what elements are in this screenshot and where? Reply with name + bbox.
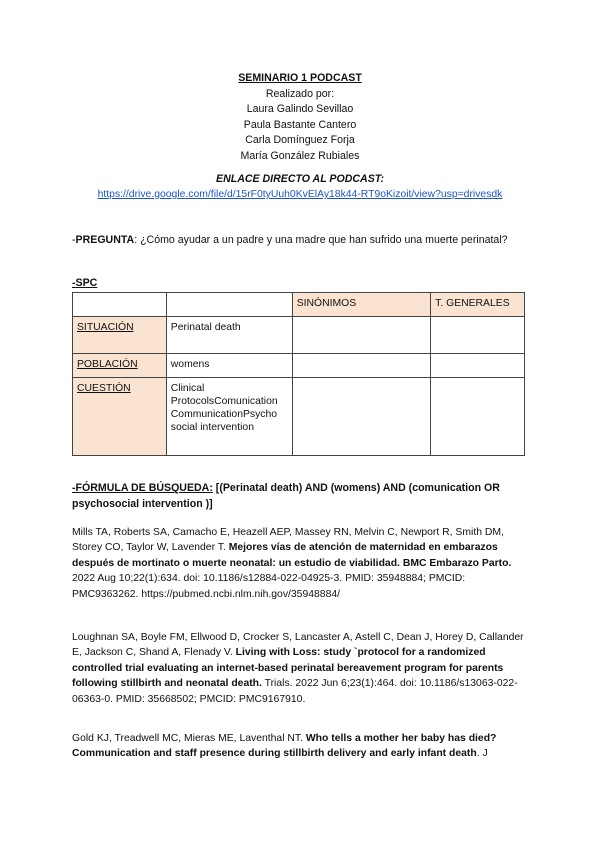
row-label-situacion: SITUACIÓN <box>73 317 167 354</box>
reference-item <box>72 731 528 762</box>
research-question <box>72 233 532 249</box>
question-label: PREGUNTA <box>75 234 135 246</box>
header-cell <box>73 293 167 317</box>
spc-table <box>72 292 525 456</box>
formula-text: [(Perinatal death) AND (womens) AND (comunication OR psychosocial intervention )] <box>72 482 500 510</box>
question-text: : ¿Cómo ayudar a un padre y una madre que han sufrido una muerte perinatal? <box>134 234 508 246</box>
question-prefix: - <box>72 234 76 246</box>
row-sinonimos <box>292 317 430 354</box>
podcast-link[interactable]: https://drive.google.com/file/d/15rF0tyUuh0KvElAy18k44-RT9oKizoit/view?usp=drivesdk <box>97 189 503 200</box>
row-generales <box>431 317 525 354</box>
reference-item <box>72 630 528 707</box>
row-sinonimos <box>292 354 430 378</box>
table-row <box>73 317 525 354</box>
reference-details: . J <box>476 748 488 760</box>
reference-authors: Mills TA, Roberts SA, Camacho E, Heazell AEP, Massey RN, Melvin C, Newport R, Smith DM, Storey CO, Taylor W, Lavender T. <box>72 527 504 554</box>
header-cell <box>166 293 292 317</box>
table-row <box>73 378 525 456</box>
formula-label: -FÓRMULA DE BÚSQUEDA: <box>72 482 213 494</box>
reference-authors: Loughnan SA, Boyle FM, Ellwood D, Crocker S, Lancaster A, Astell C, Dean J, Horey D, Callander E, Jackson C, Shand A, Flenady V. <box>72 632 524 659</box>
row-label-cuestion: CUESTIÓN <box>73 378 167 456</box>
reference-authors: Gold KJ, Treadwell MC, Mieras ME, Laventhal NT. <box>72 733 306 744</box>
reference-item <box>72 525 528 602</box>
author-name: María González Rubiales <box>240 149 360 162</box>
table-row <box>73 354 525 378</box>
author-name: Laura Galindo Sevillao <box>246 103 354 115</box>
reference-details: Trials. 2022 Jun 6;23(1):464. doi: 10.1186/s13063-022-06363-0. PMID: 35668502; PMCID: PMC9167910. <box>72 678 518 705</box>
header-cell-sinonimos: SINÓNIMOS <box>292 293 430 317</box>
author-name: Paula Bastante Cantero <box>243 118 357 131</box>
reference-title: Who tells a mother her baby has died? Communication and staff presence during stillbirth delivery and early infant death <box>72 733 497 760</box>
row-generales <box>431 354 525 378</box>
spc-heading: -SPC <box>72 277 98 289</box>
header-cell-generales: T. GENERALES <box>431 293 525 317</box>
row-value: Clinical ProtocolsComunication CommunicationPsycho social intervention <box>166 378 292 456</box>
row-label-poblacion: POBLACIÓN <box>73 354 167 378</box>
document-title: SEMINARIO 1 PODCAST <box>238 72 362 84</box>
reference-title: Mejores vías de atención de maternidad en embarazos después de mortinato o muerte neonatal: un estudio de viabilidad. BMC Embarazo Parto. <box>72 542 512 569</box>
reference-title: Living with Loss: study `protocol for a randomized controlled trial evaluating an internet-based perinatal bereavement program for parents following stillbirth and neonatal death. <box>72 647 504 690</box>
podcast-link-label: ENLACE DIRECTO AL PODCAST: <box>216 173 384 185</box>
row-generales <box>431 378 525 456</box>
row-value: Perinatal death <box>166 317 292 354</box>
reference-details: 2022 Aug 10;22(1):634. doi: 10.1186/s12884-022-04925-3. PMID: 35948884; PMCID: PMC9363262. https://pubmed.ncbi.nlm.nih.gov/35948884/ <box>72 573 466 600</box>
row-sinonimos <box>292 378 430 456</box>
author-name: Carla Domínguez Forja <box>245 134 355 146</box>
table-header-row <box>73 293 525 317</box>
row-value: womens <box>166 354 292 378</box>
document-header <box>0 71 600 164</box>
search-formula <box>72 481 532 512</box>
made-by-label: Realizado por: <box>265 87 335 100</box>
